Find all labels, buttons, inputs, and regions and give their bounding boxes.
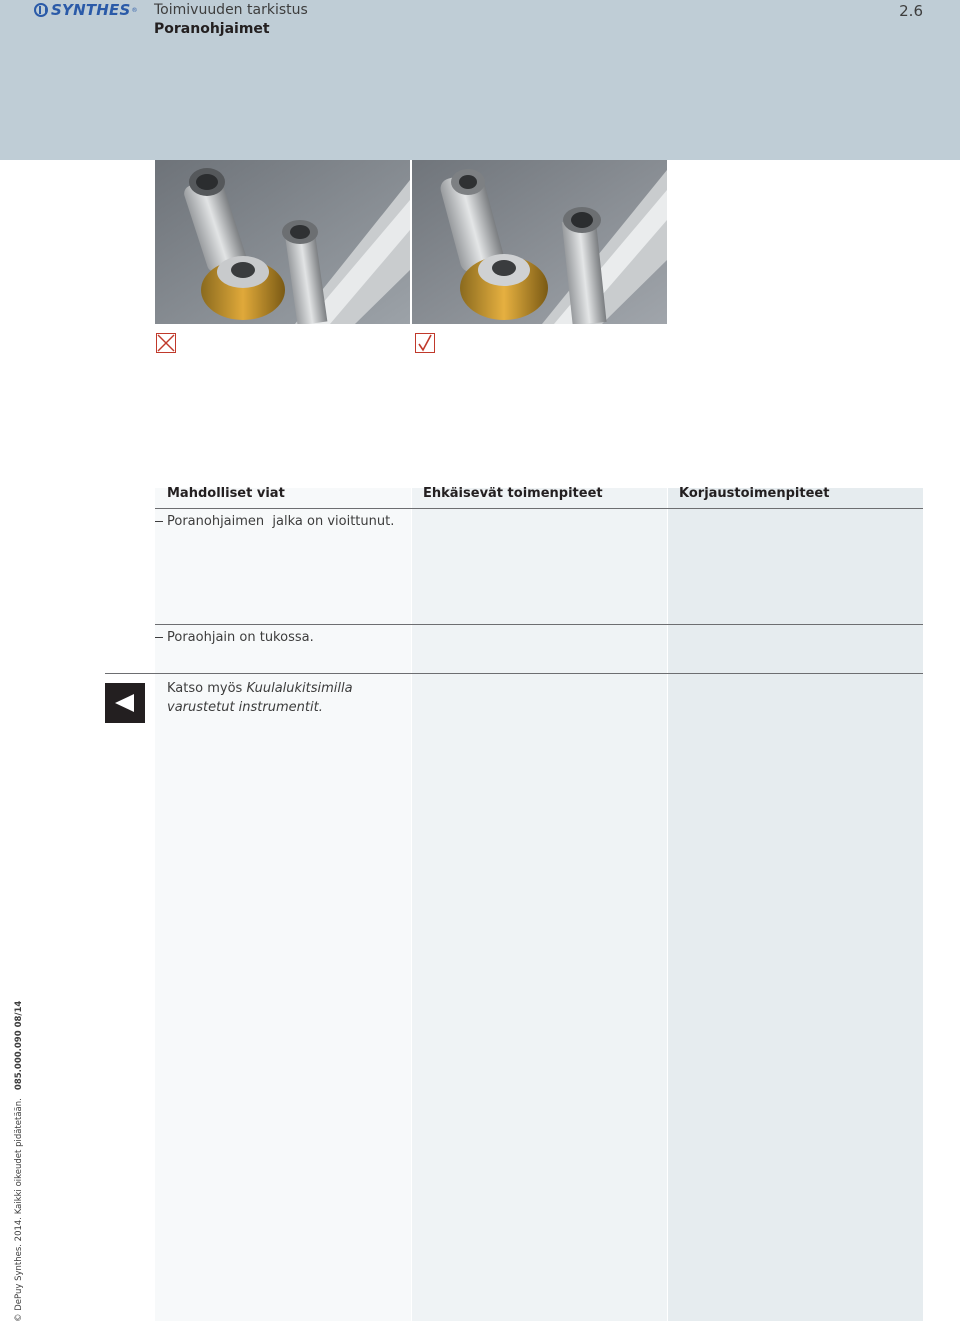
page-header — [0, 0, 960, 160]
back-reference-button[interactable] — [105, 683, 145, 723]
page-subtitle: Poranohjaimet — [154, 21, 270, 37]
page-number: 2.6 — [899, 2, 923, 20]
table-row — [155, 630, 314, 645]
dash-bullet — [155, 637, 163, 638]
table-column-corrective-measures — [668, 488, 923, 1321]
synthes-emblem-icon — [34, 3, 48, 17]
table-column-possible-faults — [155, 488, 411, 1321]
triangle-left-icon — [105, 683, 145, 723]
incorrect-mark — [156, 333, 176, 353]
fault-text: Poranohjaimen jalka on vioittunut. — [167, 514, 395, 529]
photo-intact-drill-guide — [412, 160, 667, 324]
table-column-preventive-measures — [412, 488, 667, 1321]
cross-icon — [157, 334, 175, 352]
logo-registered-mark: ® — [131, 6, 138, 14]
copyright-text: © DePuy Synthes. 2014. Kaikki oikeudet pidätetään. — [14, 1098, 24, 1322]
check-icon — [416, 334, 434, 352]
dash-bullet — [155, 521, 163, 522]
page-footer — [14, 1001, 24, 1322]
logo-text: SYNTHES — [51, 1, 131, 19]
page-title: Toimivuuden tarkistus — [154, 2, 308, 18]
see-also-note — [167, 679, 407, 717]
note-link-text: Kuulalukitsimilla — [246, 681, 353, 696]
table-header-divider — [155, 508, 923, 509]
table-row-divider — [105, 673, 923, 674]
note-link-text-continued: varustetut instrumentit. — [167, 700, 323, 715]
correct-mark — [415, 333, 435, 353]
table-row — [155, 514, 394, 529]
note-prefix: Katso myös — [167, 681, 247, 696]
photo-damaged-drill-guide — [155, 160, 410, 324]
document-number: 085.000.090 08/14 — [14, 1000, 24, 1091]
fault-text: Poraohjain on tukossa. — [167, 630, 314, 645]
synthes-logo — [34, 1, 137, 19]
table-row-divider — [155, 624, 923, 625]
table-header-preventive-measures: Ehkäisevät toimenpiteet — [423, 486, 603, 501]
table-header-possible-faults: Mahdolliset viat — [167, 486, 285, 501]
table-header-corrective-measures: Korjaustoimenpiteet — [679, 486, 830, 501]
